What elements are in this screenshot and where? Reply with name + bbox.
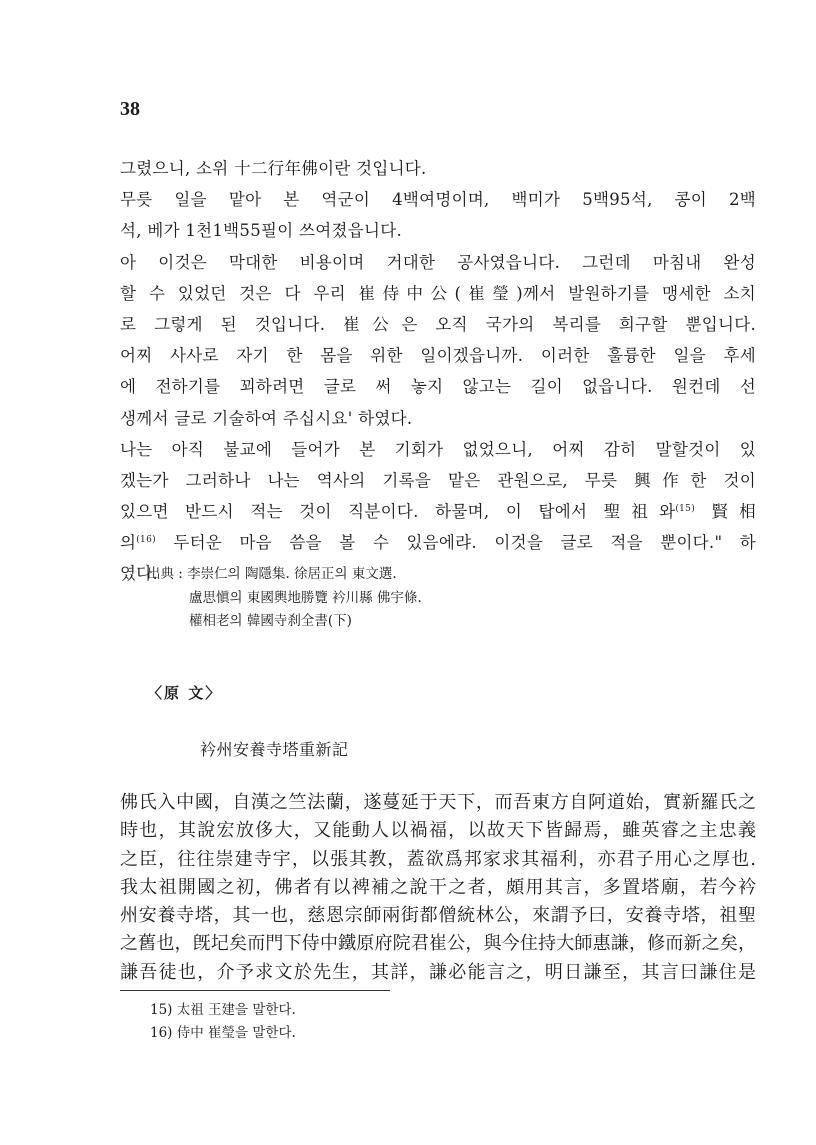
korean-line-final: 였다. (120, 564, 159, 584)
source-row (147, 563, 422, 587)
korean-line-text: 두터운 마음 씀을 볼 수 있음에랴. 이것을 글로 적을 뿐이다." 하 (155, 533, 756, 553)
korean-line: 에 전하기를 꾀하려면 글로 써 놓지 않고는 길이 없읍니다. 원컨데 선 (120, 377, 756, 397)
source-row: 權相老의 韓國寺刹全書(下) (189, 613, 352, 629)
sources-block (147, 563, 422, 634)
korean-paragraphs (120, 153, 756, 496)
korean-line-text: 있으면 반드시 적는 것이 직분이다. 하물며, 이 탑에서 聖祖와 (120, 502, 676, 522)
korean-line-footnote-15 (120, 496, 756, 527)
classical-line: 我太祖開國之初，佛者有以裨補之說干之者，頗用其言，多置塔廟，若今衿 (120, 876, 756, 898)
classical-line: 佛氏入中國，自漢之竺法蘭，遂蔓延于天下，而吾東方自阿道始，實新羅氏之 (120, 792, 756, 813)
source-row: 盧思愼의 東國輿地勝覽 衿川縣 佛宇條. (189, 589, 422, 606)
korean-line: 그렸으니, 소위 十二行年佛이란 것입니다. (120, 159, 427, 178)
classical-line: 州安養寺塔，其一也，慈恩宗師兩街都僧統林公，來謂予曰，安養寺塔，祖聖 (120, 905, 756, 927)
section-heading-original-text: 〈原 文〉 (147, 684, 223, 702)
korean-line: 어찌 사사로 자기 한 몸을 위한 일이겠읍니까. 이러한 훌륭한 일을 후세 (120, 346, 756, 366)
classical-chinese-text (120, 789, 756, 987)
korean-line: 로 그렇게 된 것입니다. 崔公은 오직 국가의 복리를 희구할 뿐입니다. (120, 314, 756, 334)
footnote-16: 16) 侍中 崔瑩을 말한다. (150, 1025, 296, 1041)
korean-line: 무릇 일을 맡아 본 역군이 4백여명이며, 백미가 5백95석, 콩이 2백 (120, 190, 756, 210)
original-text-title: 衿州安養寺塔重新記 (200, 740, 349, 759)
korean-line: 석, 베가 1천1백55필이 쓰여졌읍니다. (120, 221, 403, 241)
korean-line-text: 賢相 (695, 502, 756, 522)
korean-line: 생께서 글로 기술하여 주십시요' 하였다. (120, 408, 413, 428)
footnote-divider (120, 990, 390, 991)
korean-line-text: 의 (120, 533, 137, 553)
source-entry: 李崇仁의 陶隱集. 徐居正의 東文選. (187, 566, 397, 582)
korean-line: 아 이것은 막대한 비용이며 거대한 공사였읍니다. 그런데 마침내 완성 (120, 252, 756, 272)
footnote-15: 15) 太祖 王建을 말한다. (150, 1002, 296, 1018)
classical-line: 時也，其說宏放侈大，又能動人以禍福，以故天下皆歸焉，雖英睿之主忠義 (120, 820, 756, 842)
korean-translation-body (120, 153, 756, 590)
classical-line: 之舊也，旣圮矣而門下侍中鐵原府院君崔公，與今住持大師惠謙，修而新之矣， (120, 933, 756, 955)
footnotes (150, 999, 296, 1045)
page-number: 38 (120, 98, 140, 120)
footnote-marker-15: (15) (675, 504, 696, 515)
korean-line: 나는 아직 불교에 들어가 본 기회가 없었으니, 어찌 감히 말할것이 있 (120, 439, 756, 459)
sources-label: 出典 : (147, 566, 188, 582)
classical-line: 之臣，往往崇建寺宇，以張其教，蓋欲爲邦家求其福利，亦君子用心之厚也. (120, 848, 756, 870)
classical-line: 謙吾徒也，介予求文於先生，其詳，謙必能言之，明日謙至，其言曰謙住是 (120, 961, 756, 983)
korean-line: 할 수 있었던 것은 다 우리 崔侍中公(崔瑩)께서 발원하기를 맹세한 소치 (120, 283, 756, 303)
korean-line-footnote-16 (120, 527, 756, 558)
footnote-marker-16: (16) (136, 535, 156, 546)
korean-line: 겠는가 그러하나 나는 역사의 기록을 맡은 관원으로, 무릇 興作한 것이 (120, 470, 756, 490)
